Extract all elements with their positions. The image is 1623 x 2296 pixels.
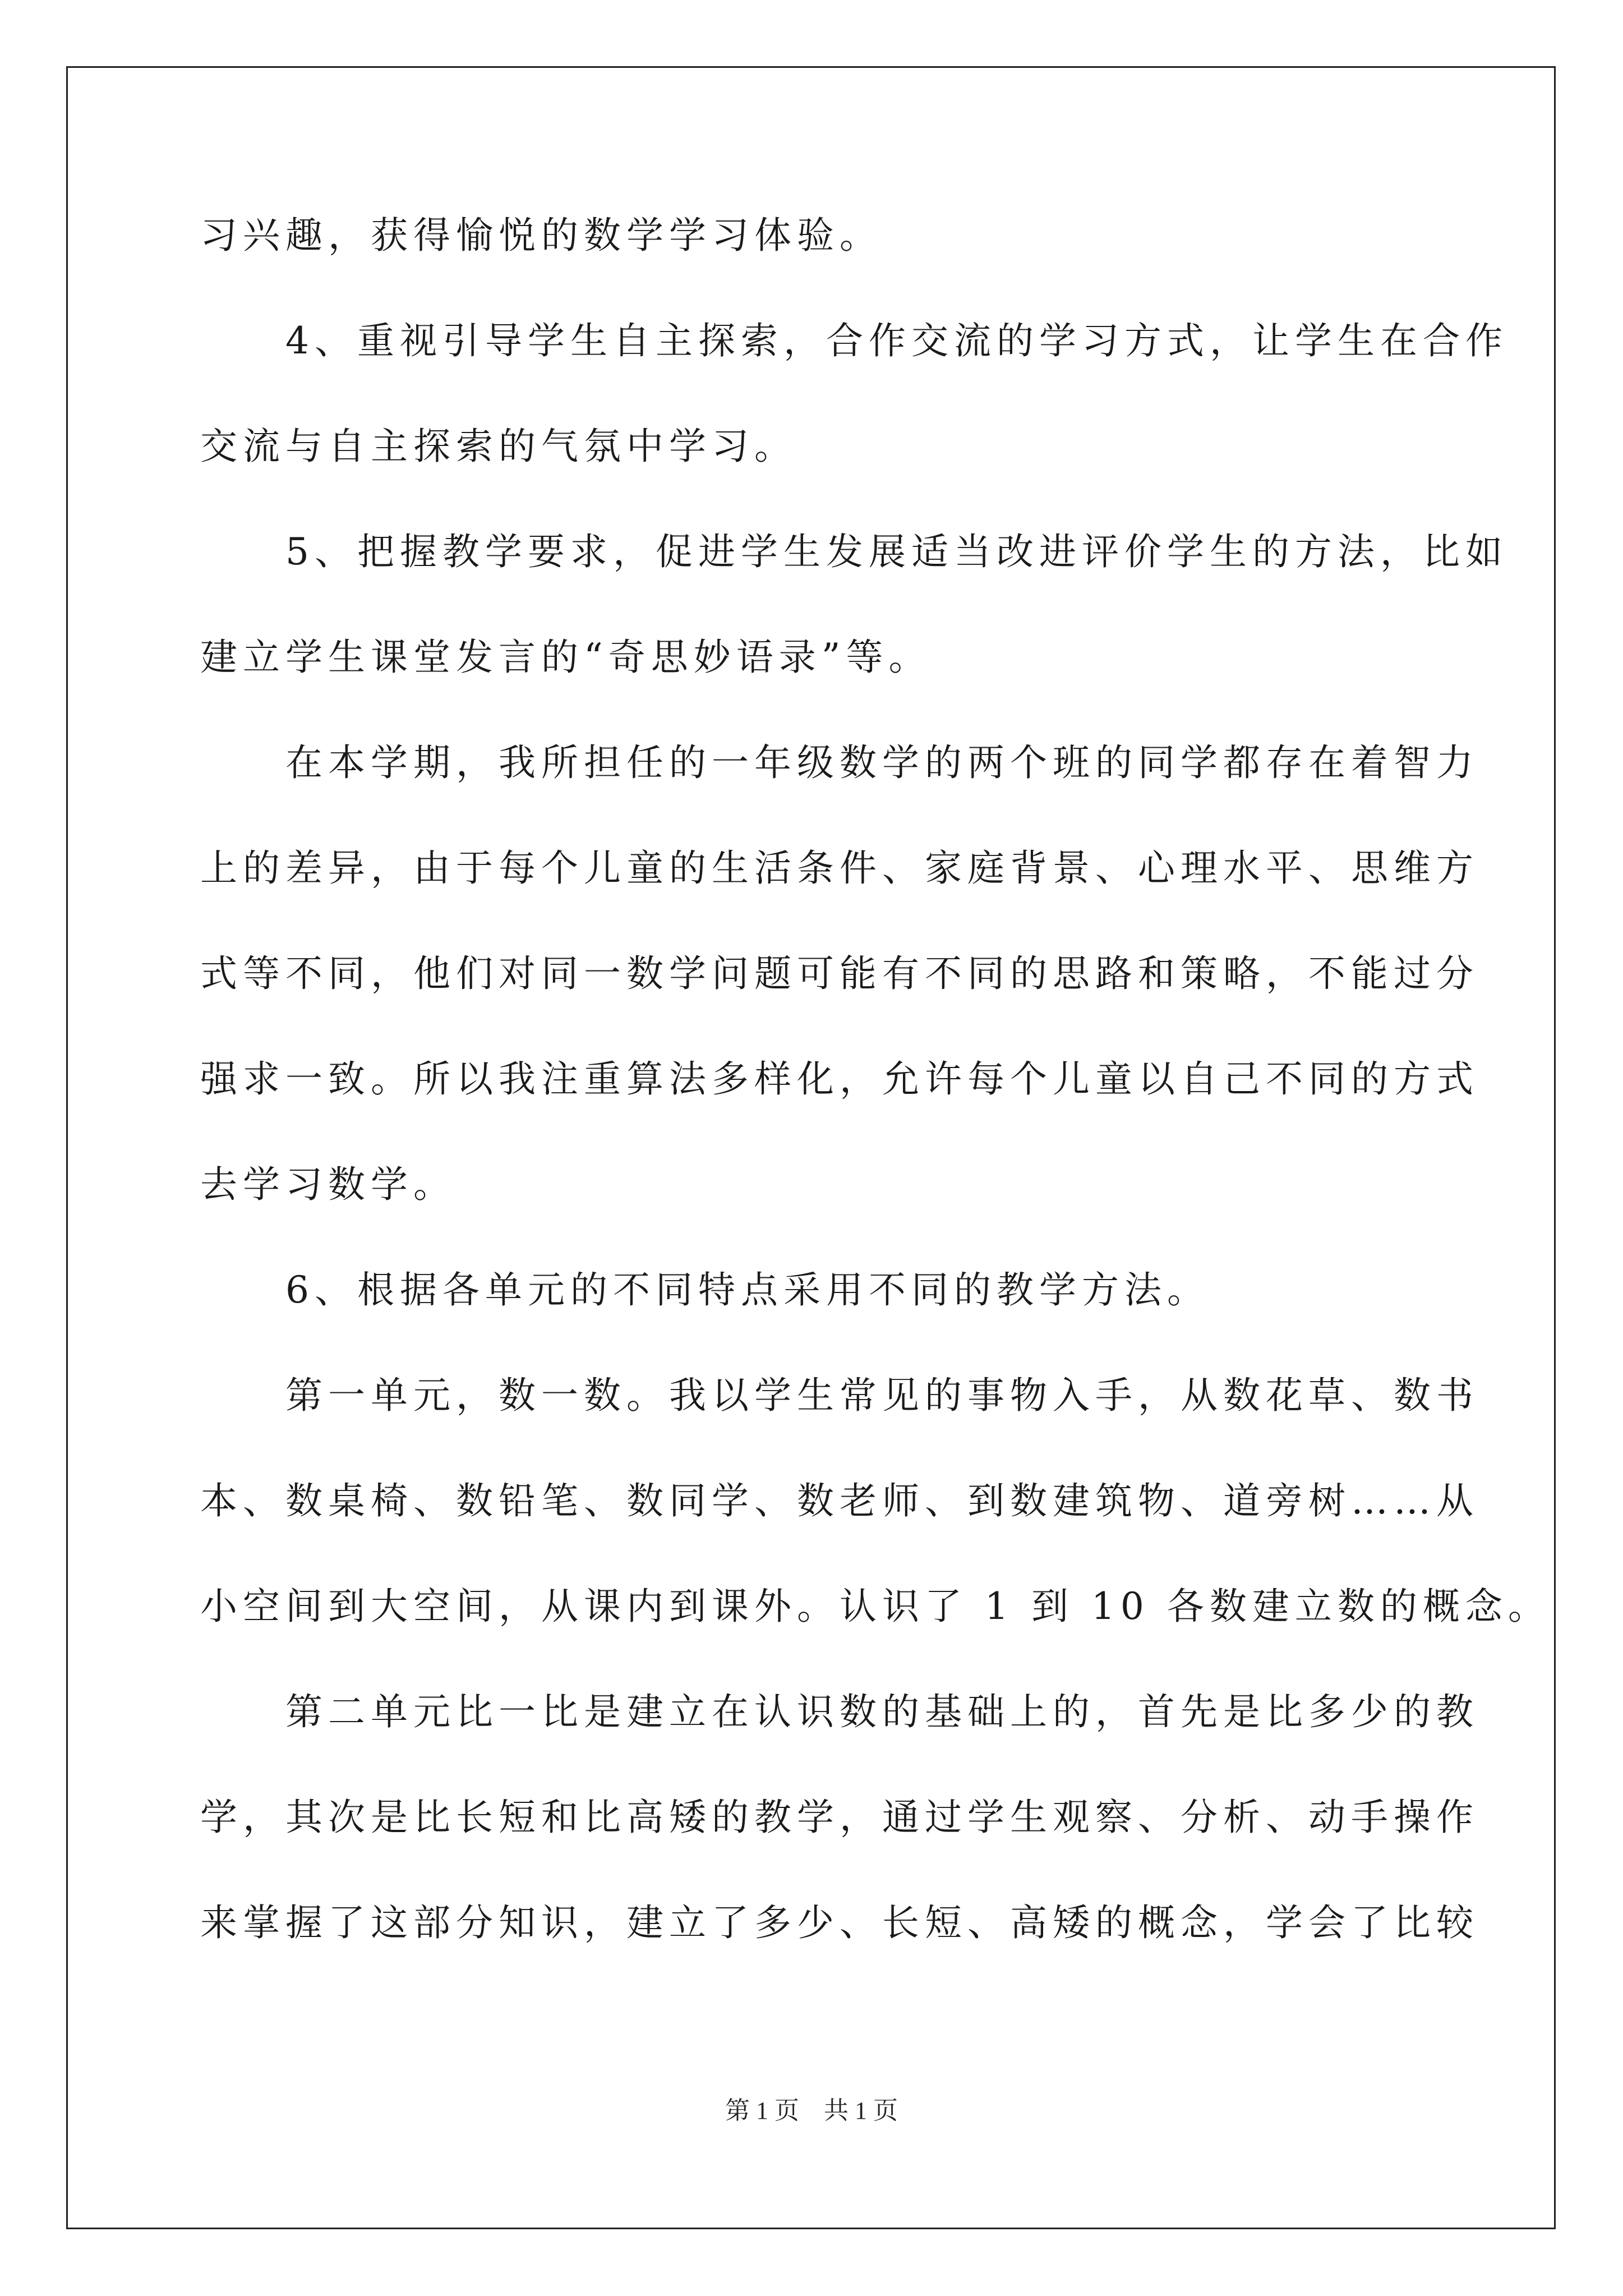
text-line: 强求一致。所以我注重算法多样化，允许每个儿童以自己不同的方式 — [200, 1057, 1479, 1101]
text-line: 建立学生课堂发言的“奇思妙语录”等。 — [200, 636, 932, 679]
text-line: 在本学期，我所担任的一年级数学的两个班的同学都存在着智力 — [200, 741, 1479, 784]
text-line: 交流与自主探索的气氛中学习。 — [200, 425, 797, 468]
text-line: 5、把握教学要求，促进学生发展适当改进评价学生的方法，比如 — [200, 530, 1508, 573]
text-line: 第一单元，数一数。我以学生常见的事物入手，从数花草、数书 — [200, 1374, 1479, 1417]
text-line: 来掌握了这部分知识，建立了多少、长短、高矮的概念，学会了比较 — [200, 1901, 1479, 1944]
text-line: 本、数桌椅、数铅笔、数同学、数老师、到数建筑物、道旁树……从 — [200, 1479, 1479, 1522]
text-line: 小空间到大空间，从课内到课外。认识了 1 到 10 各数建立数的概念。 — [200, 1585, 1551, 1628]
text-line: 式等不同，他们对同一数学问题可能有不同的思路和策略，不能过分 — [200, 952, 1479, 995]
text-line: 上的差异，由于每个儿童的生活条件、家庭背景、心理水平、思维方 — [200, 846, 1479, 890]
text-line: 习兴趣，获得愉悦的数学学习体验。 — [200, 214, 882, 257]
text-line: 第二单元比一比是建立在认识数的基础上的，首先是比多少的教 — [200, 1690, 1479, 1733]
page-number-footer: 第 1 页 共 1 页 — [725, 2097, 898, 2124]
text-line: 去学习数学。 — [200, 1163, 456, 1206]
text-line: 4、重视引导学生自主探索，合作交流的学习方式，让学生在合作 — [200, 319, 1508, 362]
text-line: 学，其次是比长短和比高矮的教学，通过学生观察、分析、动手操作 — [200, 1796, 1479, 1839]
text-line: 6、根据各单元的不同特点采用不同的教学方法。 — [200, 1268, 1210, 1312]
